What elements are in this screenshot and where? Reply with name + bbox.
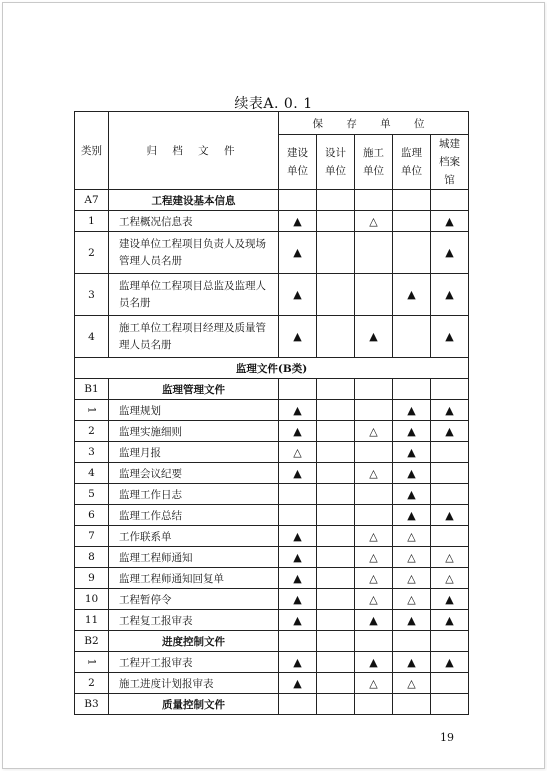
- section-row: [75, 631, 469, 652]
- document-name: 监理单位工程项目总监及监理人员名册: [109, 274, 279, 316]
- empty-cell: [317, 463, 355, 484]
- row-number: 3: [75, 442, 109, 463]
- table-row: [75, 505, 469, 526]
- empty-cell: [355, 442, 393, 463]
- open-triangle-icon: △: [393, 547, 431, 568]
- filled-triangle-icon: ▲: [431, 505, 469, 526]
- empty-cell: [317, 589, 355, 610]
- empty-cell: [393, 211, 431, 232]
- empty-cell: [317, 505, 355, 526]
- row-number: 11: [75, 610, 109, 631]
- row-number: 5: [75, 484, 109, 505]
- table-row: [75, 211, 469, 232]
- row-number: [75, 652, 109, 673]
- section-code: B1: [75, 379, 109, 400]
- filled-triangle-icon: ▲: [279, 568, 317, 589]
- header-unit: 设计单位: [317, 135, 355, 190]
- table-row: [75, 421, 469, 442]
- filled-triangle-icon: ▲: [393, 484, 431, 505]
- document-name: 监理会议纪要: [109, 463, 279, 484]
- empty-cell: [355, 631, 393, 652]
- empty-cell: [317, 568, 355, 589]
- document-name: 监理规划: [109, 400, 279, 421]
- open-triangle-icon: △: [393, 568, 431, 589]
- section-title: 监理管理文件: [109, 379, 279, 400]
- row-number: 6: [75, 505, 109, 526]
- filled-triangle-icon: ▲: [279, 232, 317, 274]
- section-row: [75, 694, 469, 715]
- row-number: [75, 400, 109, 421]
- empty-cell: [317, 232, 355, 274]
- open-triangle-icon: △: [431, 568, 469, 589]
- open-triangle-icon: △: [431, 547, 469, 568]
- empty-cell: [431, 673, 469, 694]
- empty-cell: [317, 211, 355, 232]
- filled-triangle-icon: ▲: [279, 421, 317, 442]
- empty-cell: [355, 694, 393, 715]
- document-name: 工作联系单: [109, 526, 279, 547]
- filled-triangle-icon: ▲: [279, 400, 317, 421]
- section-code: B2: [75, 631, 109, 652]
- empty-cell: [431, 526, 469, 547]
- filled-triangle-icon: ▲: [279, 316, 317, 358]
- document-name: 建设单位工程项目负责人及现场管理人员名册: [109, 232, 279, 274]
- empty-cell: [355, 190, 393, 211]
- row-number: 10: [75, 589, 109, 610]
- empty-cell: [393, 190, 431, 211]
- header-documents: 归 档 文 件: [109, 112, 279, 190]
- empty-cell: [431, 463, 469, 484]
- header-unit: 施工单位: [355, 135, 393, 190]
- filled-triangle-icon: ▲: [393, 652, 431, 673]
- filled-triangle-icon: ▲: [431, 652, 469, 673]
- filled-triangle-icon: ▲: [279, 274, 317, 316]
- empty-cell: [393, 694, 431, 715]
- section-code: B3: [75, 694, 109, 715]
- empty-cell: [431, 442, 469, 463]
- filled-triangle-icon: ▲: [355, 316, 393, 358]
- empty-cell: [317, 484, 355, 505]
- filled-triangle-icon: ▲: [279, 547, 317, 568]
- empty-cell: [317, 673, 355, 694]
- filled-triangle-icon: ▲: [279, 463, 317, 484]
- empty-cell: [317, 526, 355, 547]
- table-row: [75, 568, 469, 589]
- empty-cell: [317, 400, 355, 421]
- filled-triangle-icon: ▲: [355, 610, 393, 631]
- section-title: 工程建设基本信息: [109, 190, 279, 211]
- empty-cell: [279, 505, 317, 526]
- document-name: 监理月报: [109, 442, 279, 463]
- section-row: [75, 190, 469, 211]
- filled-triangle-icon: ▲: [431, 589, 469, 610]
- filled-triangle-icon: ▲: [279, 673, 317, 694]
- table-row: [75, 463, 469, 484]
- empty-cell: [393, 631, 431, 652]
- filled-triangle-icon: ▲: [279, 652, 317, 673]
- empty-cell: [355, 379, 393, 400]
- document-name: 监理工程师通知回复单: [109, 568, 279, 589]
- filled-triangle-icon: ▲: [279, 589, 317, 610]
- filled-triangle-icon: ▲: [431, 421, 469, 442]
- empty-cell: [431, 484, 469, 505]
- row-number: 2: [75, 232, 109, 274]
- filled-triangle-icon: ▲: [431, 232, 469, 274]
- row-number: 2: [75, 421, 109, 442]
- table-row: [75, 673, 469, 694]
- row-number: 3: [75, 274, 109, 316]
- filled-triangle-icon: ▲: [431, 211, 469, 232]
- table-row: [75, 484, 469, 505]
- filled-triangle-icon: ▲: [431, 400, 469, 421]
- row-number: 4: [75, 316, 109, 358]
- document-name: 监理工作总结: [109, 505, 279, 526]
- archive-table: [74, 111, 469, 715]
- document-name: 施工进度计划报审表: [109, 673, 279, 694]
- row-number: 1: [75, 211, 109, 232]
- document-name: 监理工程师通知: [109, 547, 279, 568]
- row-number: 4: [75, 463, 109, 484]
- empty-cell: [279, 484, 317, 505]
- empty-cell: [317, 190, 355, 211]
- filled-triangle-icon: ▲: [279, 526, 317, 547]
- empty-cell: [317, 421, 355, 442]
- open-triangle-icon: △: [355, 673, 393, 694]
- empty-cell: [431, 379, 469, 400]
- section-row: [75, 379, 469, 400]
- empty-cell: [317, 652, 355, 673]
- empty-cell: [355, 232, 393, 274]
- document-name: 监理工作日志: [109, 484, 279, 505]
- empty-cell: [355, 484, 393, 505]
- empty-cell: [431, 631, 469, 652]
- open-triangle-icon: △: [355, 463, 393, 484]
- table-row: [75, 442, 469, 463]
- document-name: 工程开工报审表: [109, 652, 279, 673]
- empty-cell: [317, 316, 355, 358]
- open-triangle-icon: △: [393, 589, 431, 610]
- open-triangle-icon: △: [393, 526, 431, 547]
- empty-cell: [393, 316, 431, 358]
- header-unit: 监理单位: [393, 135, 431, 190]
- table-row: [75, 652, 469, 673]
- empty-cell: [279, 190, 317, 211]
- table-caption: 续表A. 0. 1: [234, 96, 313, 112]
- table-row: [75, 316, 469, 358]
- document-name: 施工单位工程项目经理及质量管理人员名册: [109, 316, 279, 358]
- section-title: 质量控制文件: [109, 694, 279, 715]
- filled-triangle-icon: ▲: [279, 610, 317, 631]
- header-storage-units: 保 存 单 位: [279, 112, 469, 135]
- document-name: 工程复工报审表: [109, 610, 279, 631]
- page-number: 19: [440, 731, 454, 744]
- filled-triangle-icon: ▲: [393, 442, 431, 463]
- open-triangle-icon: △: [393, 673, 431, 694]
- filled-triangle-icon: ▲: [279, 211, 317, 232]
- empty-cell: [279, 631, 317, 652]
- row-number: 8: [75, 547, 109, 568]
- row-number: 2: [75, 673, 109, 694]
- open-triangle-icon: △: [355, 547, 393, 568]
- row-number: 9: [75, 568, 109, 589]
- row-number-text: 1: [85, 406, 98, 414]
- empty-cell: [279, 379, 317, 400]
- table-row: [75, 610, 469, 631]
- empty-cell: [355, 274, 393, 316]
- empty-cell: [317, 442, 355, 463]
- row-number-text: 1: [85, 658, 98, 666]
- table-row: [75, 400, 469, 421]
- empty-cell: [431, 694, 469, 715]
- empty-cell: [317, 547, 355, 568]
- open-triangle-icon: △: [355, 568, 393, 589]
- section-code: A7: [75, 190, 109, 211]
- open-triangle-icon: △: [355, 421, 393, 442]
- empty-cell: [431, 190, 469, 211]
- empty-cell: [393, 379, 431, 400]
- table-row: [75, 589, 469, 610]
- open-triangle-icon: △: [355, 211, 393, 232]
- row-number: 7: [75, 526, 109, 547]
- document-name: 工程概况信息表: [109, 211, 279, 232]
- filled-triangle-icon: ▲: [355, 652, 393, 673]
- filled-triangle-icon: ▲: [393, 463, 431, 484]
- empty-cell: [317, 694, 355, 715]
- filled-triangle-icon: ▲: [393, 421, 431, 442]
- section-title: 进度控制文件: [109, 631, 279, 652]
- document-name: 工程暂停令: [109, 589, 279, 610]
- header-category: 类别: [75, 112, 109, 190]
- table-row: [75, 274, 469, 316]
- filled-triangle-icon: ▲: [393, 400, 431, 421]
- category-banner-row: [75, 358, 469, 379]
- filled-triangle-icon: ▲: [393, 274, 431, 316]
- category-banner: 监理文件(B类): [75, 358, 469, 379]
- header-unit: 城建档案馆: [431, 135, 469, 190]
- filled-triangle-icon: ▲: [393, 505, 431, 526]
- open-triangle-icon: △: [355, 589, 393, 610]
- document-name: 监理实施细则: [109, 421, 279, 442]
- filled-triangle-icon: ▲: [431, 316, 469, 358]
- empty-cell: [317, 610, 355, 631]
- empty-cell: [279, 694, 317, 715]
- table-row: [75, 526, 469, 547]
- header-unit: 建设单位: [279, 135, 317, 190]
- empty-cell: [355, 505, 393, 526]
- open-triangle-icon: △: [355, 526, 393, 547]
- open-triangle-icon: △: [279, 442, 317, 463]
- table-row: [75, 547, 469, 568]
- empty-cell: [355, 400, 393, 421]
- filled-triangle-icon: ▲: [431, 274, 469, 316]
- table-row: [75, 232, 469, 274]
- empty-cell: [317, 274, 355, 316]
- filled-triangle-icon: ▲: [393, 610, 431, 631]
- empty-cell: [317, 379, 355, 400]
- empty-cell: [317, 631, 355, 652]
- filled-triangle-icon: ▲: [431, 610, 469, 631]
- empty-cell: [393, 232, 431, 274]
